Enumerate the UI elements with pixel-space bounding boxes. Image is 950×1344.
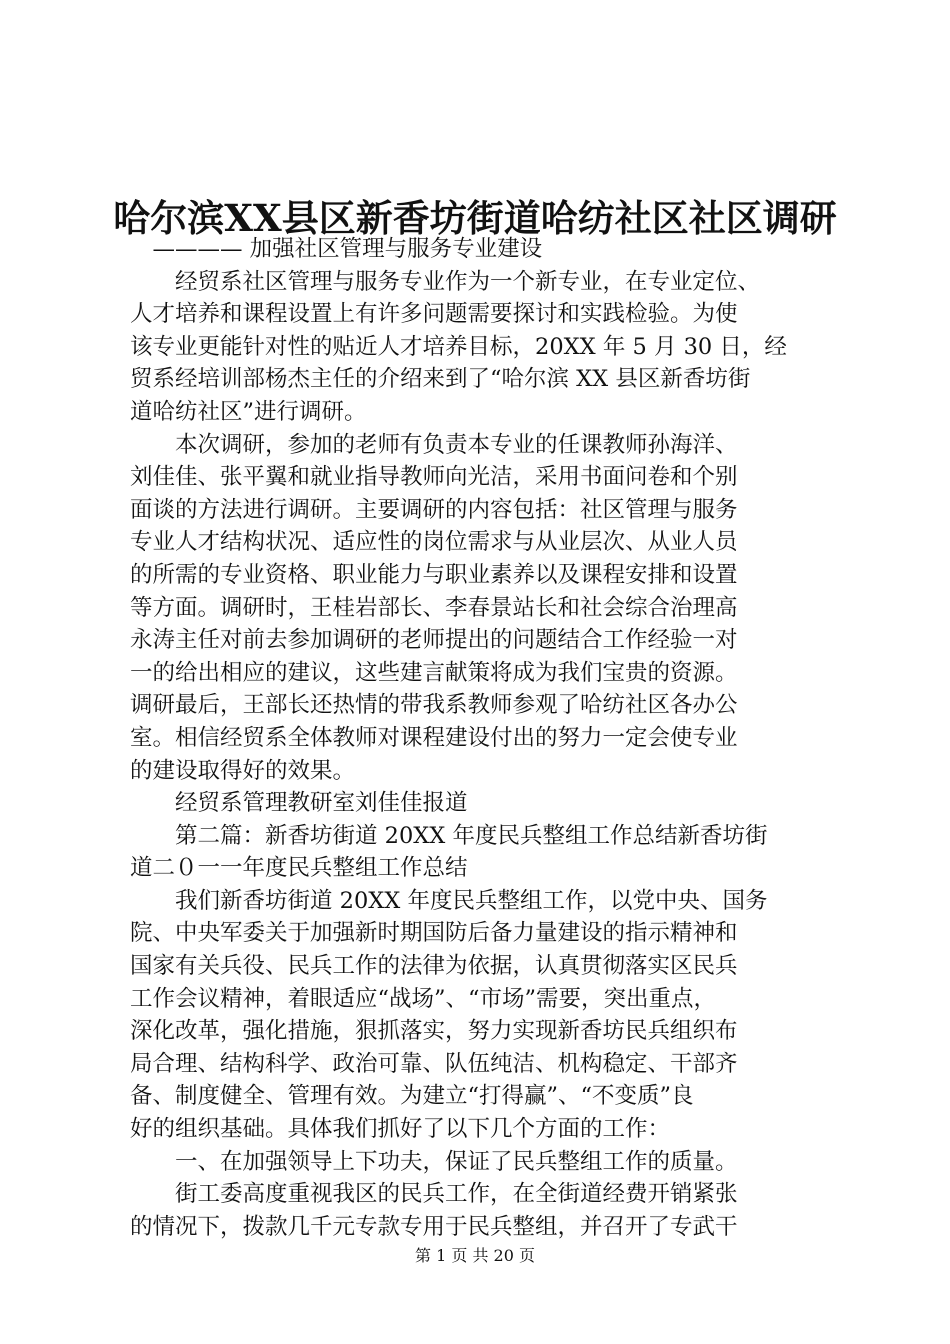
body-line: 一、在加强领导上下功夫，保证了民兵整组工作的质量。 [130,1148,738,1175]
body-line: 该专业更能针对性的贴近人才培养目标，20XX 年 5 月 30 日，经 [130,333,787,360]
body-line: 深化改革，强化措施，狠抓落实，努力实现新香坊民兵组织布 [130,1018,738,1045]
body-line: 永涛主任对前去参加调研的老师提出的问题结合工作经验一对 [130,627,738,654]
body-line: 贸系经培训部杨杰主任的介绍来到了“哈尔滨 XX 县区新香坊街 [130,366,751,393]
document-body [130,233,830,1243]
body-line: 经贸系社区管理与服务专业作为一个新专业，在专业定位、 [130,268,761,295]
body-line: 好的组织基础。具体我们抓好了以下几个方面的工作： [130,1116,671,1143]
body-line: 道哈纺社区”进行调研。 [130,398,367,425]
body-line: 局合理、结构科学、政治可靠、队伍纯洁、机构稳定、干部齐 [130,1050,738,1077]
body-line: 备、制度健全、管理有效。为建立“打得赢”、“不变质”良 [130,1083,694,1110]
body-line: 的情况下，拨款几千元专款专用于民兵整组，并召开了专武干 [130,1213,738,1240]
section-heading-line: 第二篇：新香坊街道 20XX 年度民兵整组工作总结新香坊街 [130,822,768,849]
body-line: 专业人才结构状况、适应性的岗位需求与从业层次、从业人员 [130,529,738,556]
body-line: 等方面。调研时，王桂岩部长、李春景站长和社会综合治理高 [130,594,738,621]
signature-line: 经贸系管理教研室刘佳佳报道 [130,790,468,817]
body-line: 工作会议精神，着眼适应“战场”、“市场”需要，突出重点， [130,985,717,1012]
body-line: 室。相信经贸系全体教师对课程建设付出的努力一定会使专业 [130,724,738,751]
subtitle-line: ———— 加强社区管理与服务专业建设 [130,236,543,262]
document-title: 哈尔滨XX县区新香坊街道哈纺社区社区调研 [113,196,837,240]
body-line: 调研最后，王部长还热情的带我系教师参观了哈纺社区各办公 [130,692,738,719]
body-line: 的所需的专业资格、职业能力与职业素养以及课程安排和设置 [130,561,738,588]
body-line: 我们新香坊街道 20XX 年度民兵整组工作，以党中央、国务 [130,887,768,914]
body-line: 街工委高度重视我区的民兵工作，在全街道经费开销紧张 [130,1181,738,1208]
body-line: 面谈的方法进行调研。主要调研的内容包括：社区管理与服务 [130,496,738,523]
body-line: 的建设取得好的效果。 [130,757,356,784]
body-line: 人才培养和课程设置上有许多问题需要探讨和实践检验。为使 [130,301,738,328]
body-line: 一的给出相应的建议，这些建言献策将成为我们宝贵的资源。 [130,659,738,686]
page-number-footer: 第 1 页 共 20 页 [415,1246,535,1265]
section-heading-line: 道二０一一年度民兵整组工作总结 [130,855,468,882]
body-line: 本次调研，参加的老师有负责本专业的任课教师孙海洋、 [130,431,738,458]
body-line: 刘佳佳、张平翼和就业指导教师向光洁，采用书面问卷和个别 [130,464,738,491]
body-line: 院、中央军委关于加强新时期国防后备力量建设的指示精神和 [130,920,738,947]
body-line: 国家有关兵役、民兵工作的法律为依据，认真贯彻落实区民兵 [130,953,738,980]
